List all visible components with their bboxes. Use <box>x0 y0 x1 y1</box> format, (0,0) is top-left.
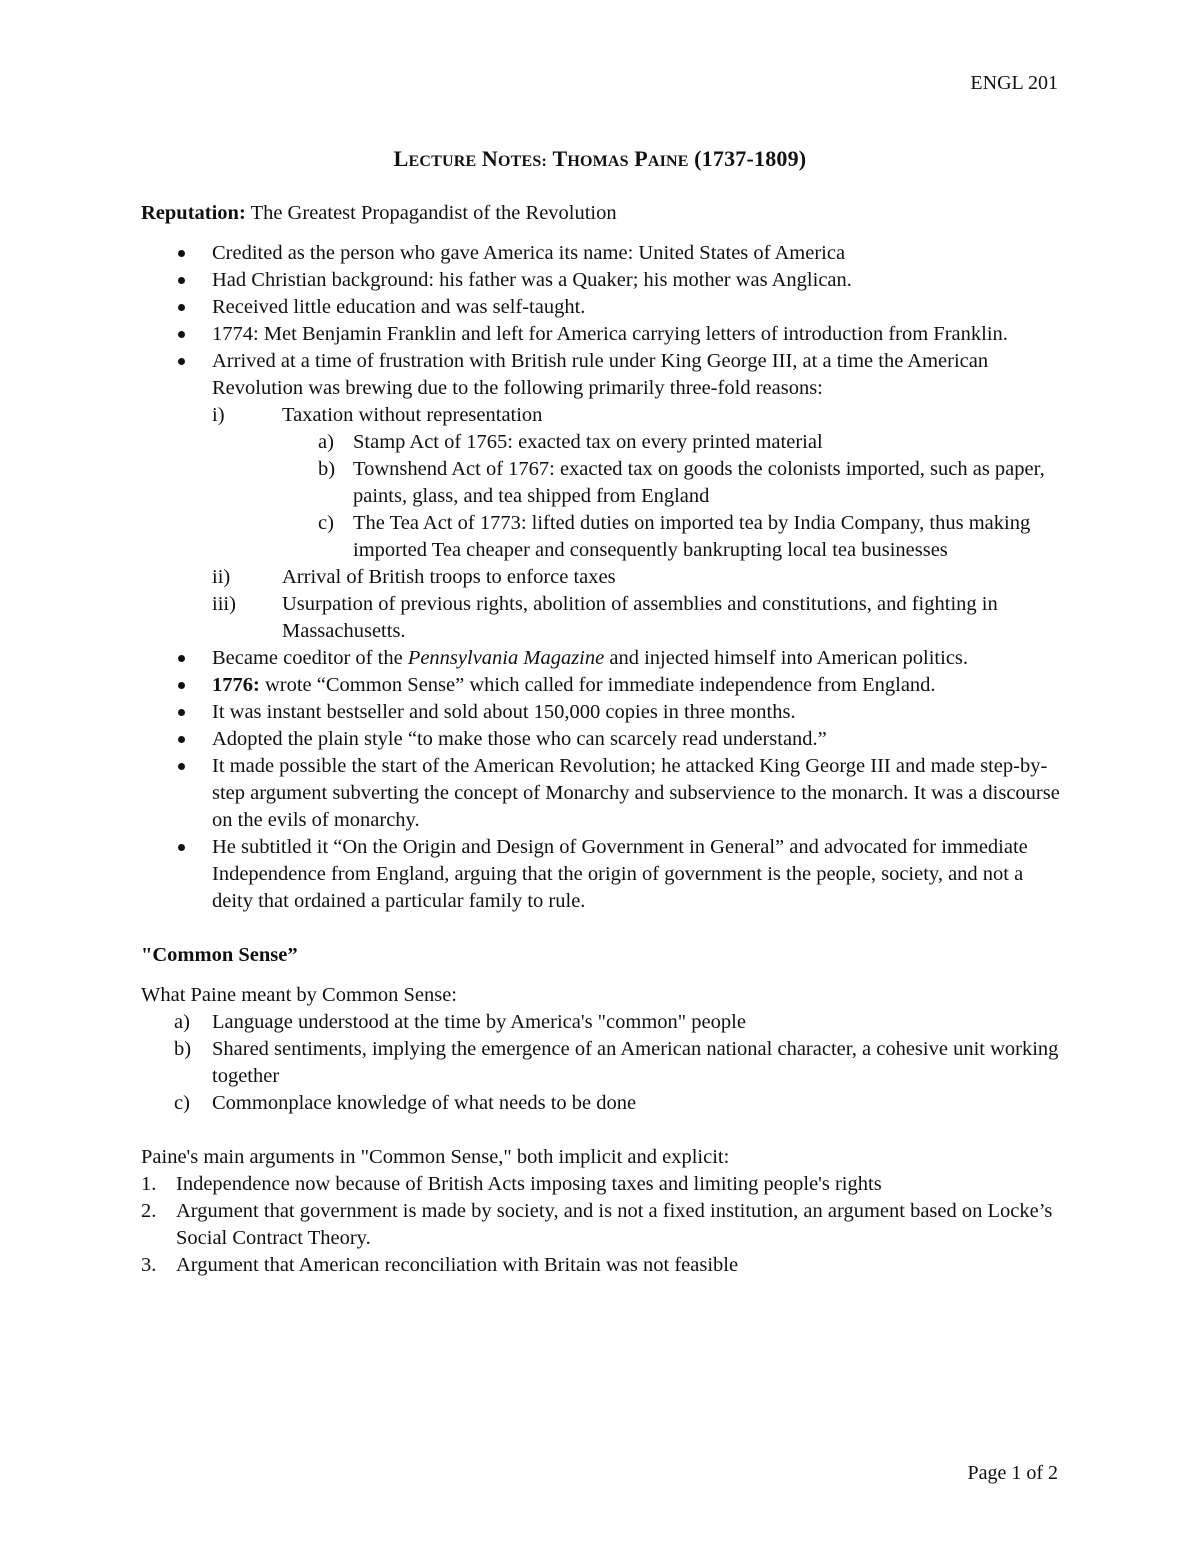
bullet-item: 1774: Met Benjamin Franklin and left for America carrying letters of introduction from Franklin. <box>141 321 1066 348</box>
bullet-item: It was instant bestseller and sold about 150,000 copies in three months. <box>141 699 1066 726</box>
meaning-item: c) Commonplace knowledge of what needs to be done <box>174 1092 637 1114</box>
argument-item: 1. Independence now because of British Acts imposing taxes and limiting people's rights <box>141 1173 882 1195</box>
main-content <box>141 200 1066 1279</box>
arguments-intro: Paine's main arguments in "Common Sense," both implicit and explicit: <box>141 1146 730 1168</box>
tax-act-item: c) The Tea Act of 1773: lifted duties on imported tea by India Company, thus making imported Tea cheaper and consequently bankrupting local tea businesses <box>318 512 1031 561</box>
bullet-icon <box>178 304 185 311</box>
bullet-item: Became coeditor of the Pennsylvania Magazine and injected himself into American politics. <box>141 645 1066 672</box>
argument-item: 2. Argument that government is made by society, and is not a fixed institution, an argument based on Locke’s Social Contract Theory. <box>141 1200 1053 1249</box>
bullet-item: Arrived at a time of frustration with British rule under King George III, at a time the American Revolution was brewing due to the following primarily three-fold reasons: <box>141 348 1066 402</box>
bullet-item: Credited as the person who gave America its name: United States of America <box>141 240 1066 267</box>
bullet-icon <box>178 277 185 284</box>
argument-item: 3. Argument that American reconciliation with Britain was not feasible <box>141 1254 739 1276</box>
reason-item: ii) Arrival of British troops to enforce taxes <box>212 566 616 588</box>
bullet-icon <box>178 331 185 338</box>
bullet-item: Adopted the plain style “to make those who can scarcely read understand.” <box>141 726 1066 753</box>
page-title: LECTURE NOTES: THOMAS PAINE (1737-1809) <box>393 146 807 171</box>
page-number: Page 1 of 2 <box>967 1462 1058 1484</box>
section-heading: "Common Sense” <box>141 944 298 966</box>
tax-act-item: a) Stamp Act of 1765: exacted tax on every printed material <box>318 431 823 453</box>
meaning-intro: What Paine meant by Common Sense: <box>141 984 457 1006</box>
bullet-item: 1776: wrote “Common Sense” which called for immediate independence from England. <box>141 672 1066 699</box>
bullet-item: Received little education and was self-taught. <box>141 294 1066 321</box>
bullet-item: It made possible the start of the American Revolution; he attacked King George III and made step-by-step argument subverting the concept of Monarchy and subservience to the monarch. It was a discourse on the evils of monarchy. <box>141 753 1066 834</box>
meaning-item: b) Shared sentiments, implying the emergence of an American national character, a cohesive unit working together <box>174 1038 1059 1087</box>
bullet-item: He subtitled it “On the Origin and Design of Government in General” and advocated for immediate Independence from England, arguing that the origin of government is the people, society, and not a deity that ordained a particular family to rule. <box>141 834 1066 915</box>
bullet-icon <box>178 250 185 257</box>
bullet-icon <box>178 358 185 365</box>
bullet-icon <box>178 844 185 851</box>
bullet-icon <box>178 763 185 770</box>
tax-act-item: b) Townshend Act of 1767: exacted tax on goods the colonists imported, such as paper, paints, glass, and tea shipped from England <box>318 458 1045 507</box>
reason-item: iii) Usurpation of previous rights, abolition of assemblies and constitutions, and fighting in Massachusetts. <box>212 593 998 642</box>
reputation-line: Reputation: The Greatest Propagandist of the Revolution <box>141 202 617 224</box>
course-code: ENGL 201 <box>970 72 1058 94</box>
bullet-item: Had Christian background: his father was a Quaker; his mother was Anglican. <box>141 267 1066 294</box>
bullet-icon <box>178 682 185 689</box>
meaning-item: a) Language understood at the time by America's "common" people <box>174 1011 746 1033</box>
bullet-icon <box>178 709 185 716</box>
reason-item: i) Taxation without representation <box>212 404 543 426</box>
bullet-icon <box>178 736 185 743</box>
bullet-icon <box>178 655 185 662</box>
